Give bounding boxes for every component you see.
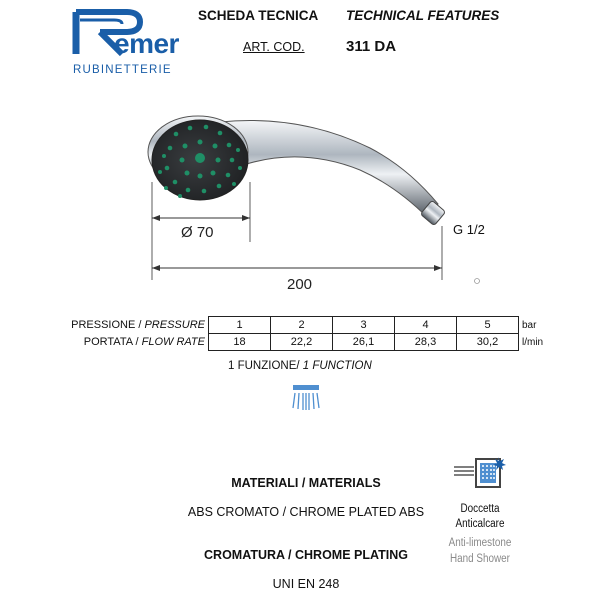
table-row — [66, 317, 565, 334]
hand-shower-drawing — [140, 100, 480, 290]
function-label — [228, 360, 372, 372]
title-english: TECHNICAL FEATURES — [346, 8, 500, 23]
table-cell: 3 — [333, 317, 395, 334]
table-cell: 1 — [209, 317, 271, 334]
table-cell: 22,2 — [271, 334, 333, 351]
table-cell: 26,1 — [333, 334, 395, 351]
badge-line-4: Hand Shower — [450, 553, 510, 565]
flow-unit: l/min — [522, 336, 544, 348]
shower-spray-icon — [290, 384, 322, 412]
diameter-label: Ø 70 — [181, 224, 214, 241]
table-cell: 2 — [271, 317, 333, 334]
badge-line-3: Anti-limestone — [448, 537, 512, 549]
badge-line-2: Anticalcare — [455, 518, 505, 530]
table-cell: 18 — [209, 334, 271, 351]
handle-body — [220, 120, 438, 218]
thread-label: G 1/2 — [453, 222, 485, 237]
article-code-label: ART. COD. — [243, 40, 305, 54]
logo-word: emer — [114, 28, 179, 59]
table-cell: 5 — [457, 317, 519, 334]
title-italian: SCHEDA TECNICA — [198, 8, 319, 23]
logo-subtitle: RUBINETTERIE — [73, 64, 172, 76]
materials-value: ABS CROMATO / CHROME PLATED ABS — [187, 505, 425, 519]
spec-table — [66, 316, 565, 351]
brand-logo — [70, 8, 190, 80]
length-label: 200 — [287, 276, 313, 293]
flow-label-it: PORTATA / — [83, 336, 142, 348]
flow-label-en: FLOW RATE — [141, 336, 205, 348]
materials-heading: MATERIALI / MATERIALS — [231, 476, 381, 490]
function-label-it: 1 FUNZIONE/ — [228, 360, 303, 372]
plating-standard: UNI EN 248 — [272, 577, 340, 591]
pressure-label-it: PRESSIONE / — [71, 319, 145, 331]
table-row — [66, 334, 565, 351]
flow-label — [66, 334, 209, 351]
anti-limestone-icon — [452, 455, 508, 495]
pressure-unit: bar — [522, 319, 537, 331]
plating-heading: CROMATURA / CHROME PLATING — [204, 548, 408, 562]
table-cell: 28,3 — [395, 334, 457, 351]
pressure-label — [66, 317, 209, 334]
table-cell: 30,2 — [457, 334, 519, 351]
article-code-value: 311 DA — [346, 38, 397, 55]
pressure-label-en: PRESSURE — [144, 319, 205, 331]
function-label-en: 1 FUNCTION — [302, 360, 372, 372]
table-cell: 4 — [395, 317, 457, 334]
badge-line-1: Doccetta — [460, 503, 500, 515]
